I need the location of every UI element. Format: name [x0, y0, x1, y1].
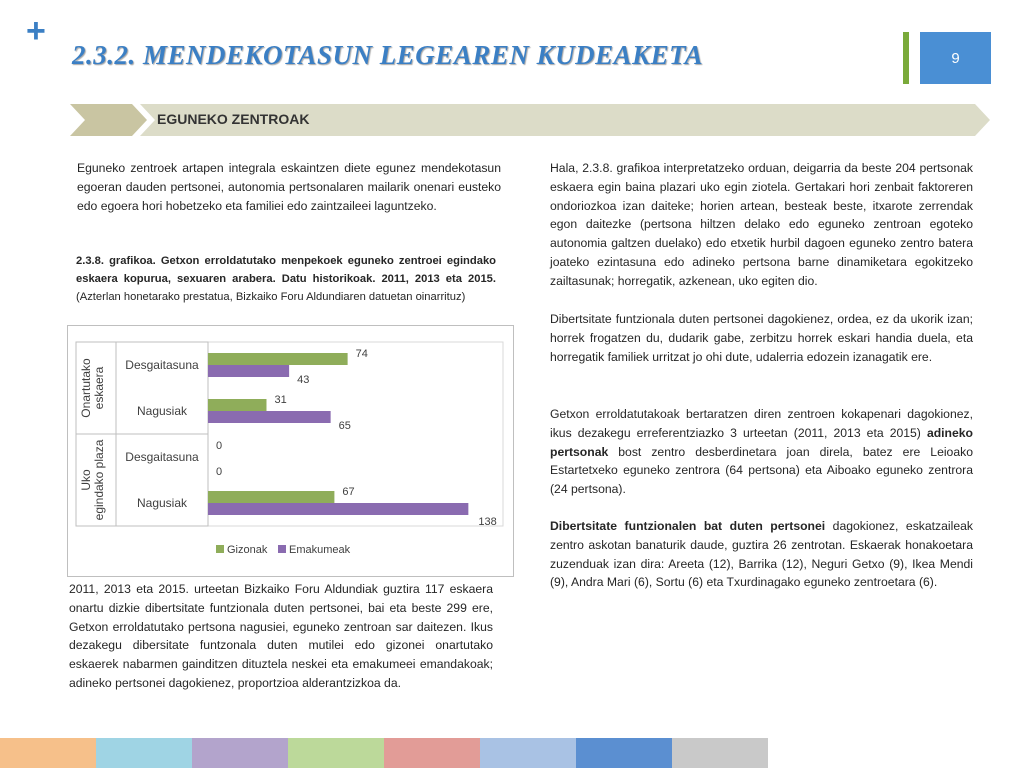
bar-emakumeak	[208, 503, 468, 515]
strip-block-8	[672, 738, 768, 768]
strip-block-4	[288, 738, 384, 768]
bar-gizonak	[208, 353, 348, 365]
banner-arrow-icon	[70, 104, 147, 136]
data-label: 0	[216, 440, 223, 452]
strip-block-1	[0, 738, 96, 768]
title-accent-bar	[903, 32, 909, 84]
chart-caption-title: 2.3.8. grafikoa. Getxon erroldatutako menpekoek eguneko zentroei egindako eskaera kopurua, sexuaren arabera. Datu historikoak. 2011, 2013 eta 2015.	[76, 255, 496, 286]
data-label: 0	[216, 466, 223, 478]
right-paragraph-4-bold: Dibertsitate funtzionalen bat duten pertsonei	[550, 519, 826, 533]
right-paragraph-2: Dibertsitate funtzionala duten pertsonei dagokienez, ordea, ez da ukorik izan; horrek frogatzen du, dudarik gabe, zerbitzu horrek eskari handia duela, eta horregatik familiek urritzat jo ohi dute, udalerria edozein izanagatik ere.	[550, 312, 973, 364]
bar-gizonak	[208, 491, 334, 503]
bar-chart	[68, 326, 513, 576]
right-paragraph-3	[550, 405, 973, 499]
bottom-color-strip	[0, 738, 768, 768]
right-paragraph-3-text-a: Getxon erroldatutakoak bertaratzen diren zentroen kokapenari dagokionez, ikus dezakegu erreferentziazko 3 urteetan (2011, 2013 eta 2015)	[550, 407, 973, 440]
data-label: 43	[297, 374, 310, 386]
section-heading: EGUNEKO ZENTROAK	[157, 111, 310, 127]
strip-block-6	[480, 738, 576, 768]
data-label: 74	[355, 348, 368, 360]
bar-gizonak	[208, 399, 266, 411]
right-paragraph-4-text: dagokionez, eskatzaileak zentro askotan banaturik daude, guztira 26 zentrotan. Eskaerak honakoetara zuzenduak izan dira: Areeta (12), Barrika (12), Neguri Getxo (9), Ikea Mendi (9), Andra Mari (6), Sortu (6) eta Txurdinagako eguneko zentroetara (6).	[550, 519, 973, 590]
bar-emakumeak	[208, 365, 289, 377]
strip-block-3	[192, 738, 288, 768]
right-paragraph-4	[550, 517, 973, 592]
right-paragraph-3-text-b: bost zentro desberdinetara joan direla, batez ere Leioako Estartetxeko eguneko zentrora (64 pertsona) eta Aiboako eguneko zentrora (24 pertsona).	[550, 444, 973, 497]
page-title: 2.3.2. MENDEKOTASUN LEGEAREN KUDEAKETA	[72, 40, 704, 70]
category-label: Desgaitasuna	[125, 358, 199, 372]
chart-caption-source: (Azterlan honetarako prestatua, Bizkaiko Foru Aldundiaren datuetan oinarrituz)	[76, 291, 466, 304]
data-label: 138	[478, 516, 497, 528]
data-label: 65	[338, 420, 351, 432]
legend-label: Gizonak	[227, 544, 268, 556]
strip-block-7	[576, 738, 672, 768]
category-label: Nagusiak	[136, 496, 188, 510]
chart-frame	[67, 325, 514, 577]
legend-swatch-gizonak	[216, 545, 224, 553]
bar-emakumeak	[208, 411, 331, 423]
right-paragraph-3-bold: adineko pertsonak	[550, 425, 973, 459]
intro-paragraph: Eguneko zentroek artapen integrala eskaintzen diete egunez mendekotasun egoeran dauden pertsonei, autonomia pertsonalaren mailarik onenari eusteko edo egoera hori hobetzeko eta familiei edo zaintzaileei laguntzeko.	[77, 161, 501, 213]
strip-block-5	[384, 738, 480, 768]
data-label: 31	[274, 394, 287, 406]
category-label: Nagusiak	[136, 404, 188, 418]
page-number: 9	[920, 32, 991, 84]
right-paragraph-1: Hala, 2.3.8. grafikoa interpretatzeko orduan, deigarria da beste 204 pertsonak eskaera egin baina plazari uko egin ziotela. Gertakari hori zenbait faktoreren ondoriozkoa izan daiteke; horien artean, besteak beste, itxarote zerrendak egon daitezke (pertsona hiltzen delako edo eguneko zentroan egoteko autonomia galtzen duelako) edo etxetik hurbil dagoen eguneko zentro batera joateko ezintasuna edo adineko pertsona barne dinamiketara egokitzeko zailtasunak; horregatik, azkenean, uko egiten dio.	[550, 161, 973, 288]
group-label: Ukoegindako plaza	[79, 439, 106, 521]
data-label: 67	[342, 486, 355, 498]
summary-paragraph: 2011, 2013 eta 2015. urteetan Bizkaiko Foru Aldundiak guztira 117 eskaera onartu dizkie dibertsitate funtzionala duten pertsonei, bai eta beste 299 ere, Getxon erroldatutako pertsona nagusiei, eguneko zentroan sar daitezen. Ikus dezakegu dibersitate funtzonala duten mutilei edo gizonei onartutako eskaerek nabarmen gainditzen dituztela neskei eta emakumeei emandakoak; adineko pertsonei dagokienez, proportzioa alderantzizkoa da.	[69, 582, 493, 690]
chart-caption	[76, 252, 496, 307]
legend-swatch-emakumeak	[278, 545, 286, 553]
strip-block-2	[96, 738, 192, 768]
plus-icon: +	[26, 12, 46, 50]
legend-label: Emakumeak	[289, 544, 351, 556]
group-label: Onartutakoeskaera	[79, 358, 106, 418]
category-label: Desgaitasuna	[125, 450, 199, 464]
